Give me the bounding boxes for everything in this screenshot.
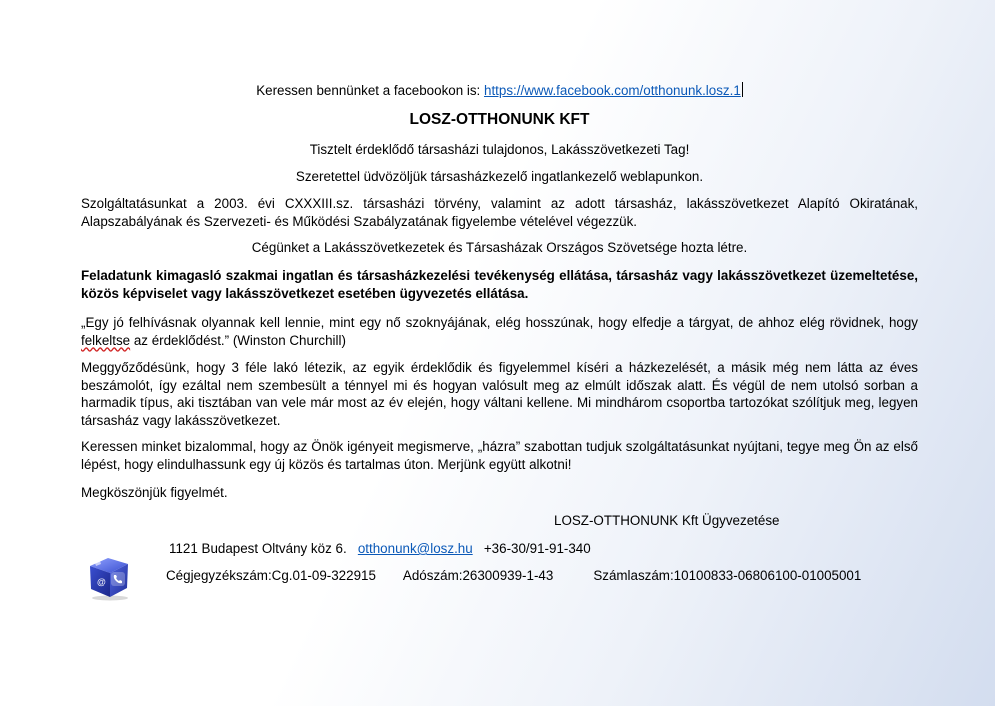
facebook-line [81, 82, 918, 100]
services-paragraph: Szolgáltatásunkat a 2003. évi CXXXIII.sz. társasházi törvény, valamint az adott társasház, lakásszövetkezet Alapító Okiratának, Alapszabályának és Szervezeti- és Működési Szabályzatának figyelembe vételével végezzük. [81, 196, 918, 229]
invite-paragraph: Keressen minket bizalommal, hogy az Önök igényeit megismerve, „házra” szabottan tudjuk szolgáltatásunkat nyújtani, tegye meg Ön az első lépést, hogy elindulhassunk egy új közös és tartalmas úton. Merjünk együtt alkotni! [81, 439, 918, 472]
quote-before: „Egy jó felhívásnak olyannak kell lennie, mint egy nő szoknyájának, elég hosszúnak, hogy elfedje a tárgyat, de ahhoz elég rövidnek, hogy [81, 315, 918, 330]
quote-paragraph [81, 314, 918, 349]
greeting-text: Tisztelt érdeklődő társasházi tulajdonos, Lakásszövetkezeti Tag! [309, 142, 690, 157]
thanks-text: Megköszönjük figyelmét. [81, 485, 228, 500]
mission-paragraph: Feladatunk kimagasló szakmai ingatlan és társasházkezelési tevékenység ellátása, társasház vagy lakásszövetkezet üzemeltetése, közös képviselet vagy lakásszövetkezet esetében ügyvezetés ellátása. [81, 268, 918, 301]
facebook-link[interactable]: https://www.facebook.com/otthonunk.losz.1 [484, 83, 741, 98]
facebook-prefix: Keressen bennünket a facebookon is: [256, 83, 484, 98]
quote-after: az érdeklődést.” (Winston Churchill) [130, 332, 346, 348]
signature-text: LOSZ-OTTHONUNK Kft Ügyvezetése [554, 513, 780, 528]
email-link[interactable]: otthonunk@losz.hu [357, 541, 473, 556]
welcome-text: Szeretettel üdvözöljük társasházkezelő ingatlankezelő weblapunkon. [295, 169, 704, 184]
phone-cube-logo-icon [86, 555, 132, 601]
company-reg-text: Cégjegyzékszám:Cg.01-09-322915 [166, 568, 376, 583]
contact-line [169, 540, 591, 558]
phone-text: +36-30/91-91-340 [483, 541, 591, 556]
founder-text: Cégünket a Lakásszövetkezetek és Társasházak Országos Szövetsége hozta létre. [251, 240, 748, 255]
address-text: 1121 Budapest Oltvány köz 6. [169, 541, 347, 556]
svg-text:@: @ [97, 577, 106, 587]
conviction-paragraph: Meggyőződésünk, hogy 3 féle lakó létezik, az egyik érdeklődik és figyelemmel kíséri a házkezelését, a másik még nem látta az éves beszámolót, így ezáltal nem szembesült a ténnyel mi és hogyan valósult meg az elmúlt időszak alatt. És végül de nem utolsó sorban a harmadik típus, aki tisztában van vele már most az év elején, hogy váltani kellene. Mi mindhárom csoportba tartozókat szólítjuk meg, legyen társasház vagy lakásszövetkezet. [81, 360, 918, 428]
tax-id-text: Adószám:26300939-1-43 [402, 568, 554, 583]
registry-line [166, 567, 861, 585]
company-title: LOSZ-OTTHONUNK KFT [409, 111, 590, 128]
text-cursor [742, 82, 743, 97]
account-text: Számlaszám:10100833-06806100-01005001 [593, 568, 862, 583]
misspelled-word: felkeltse [81, 332, 131, 348]
